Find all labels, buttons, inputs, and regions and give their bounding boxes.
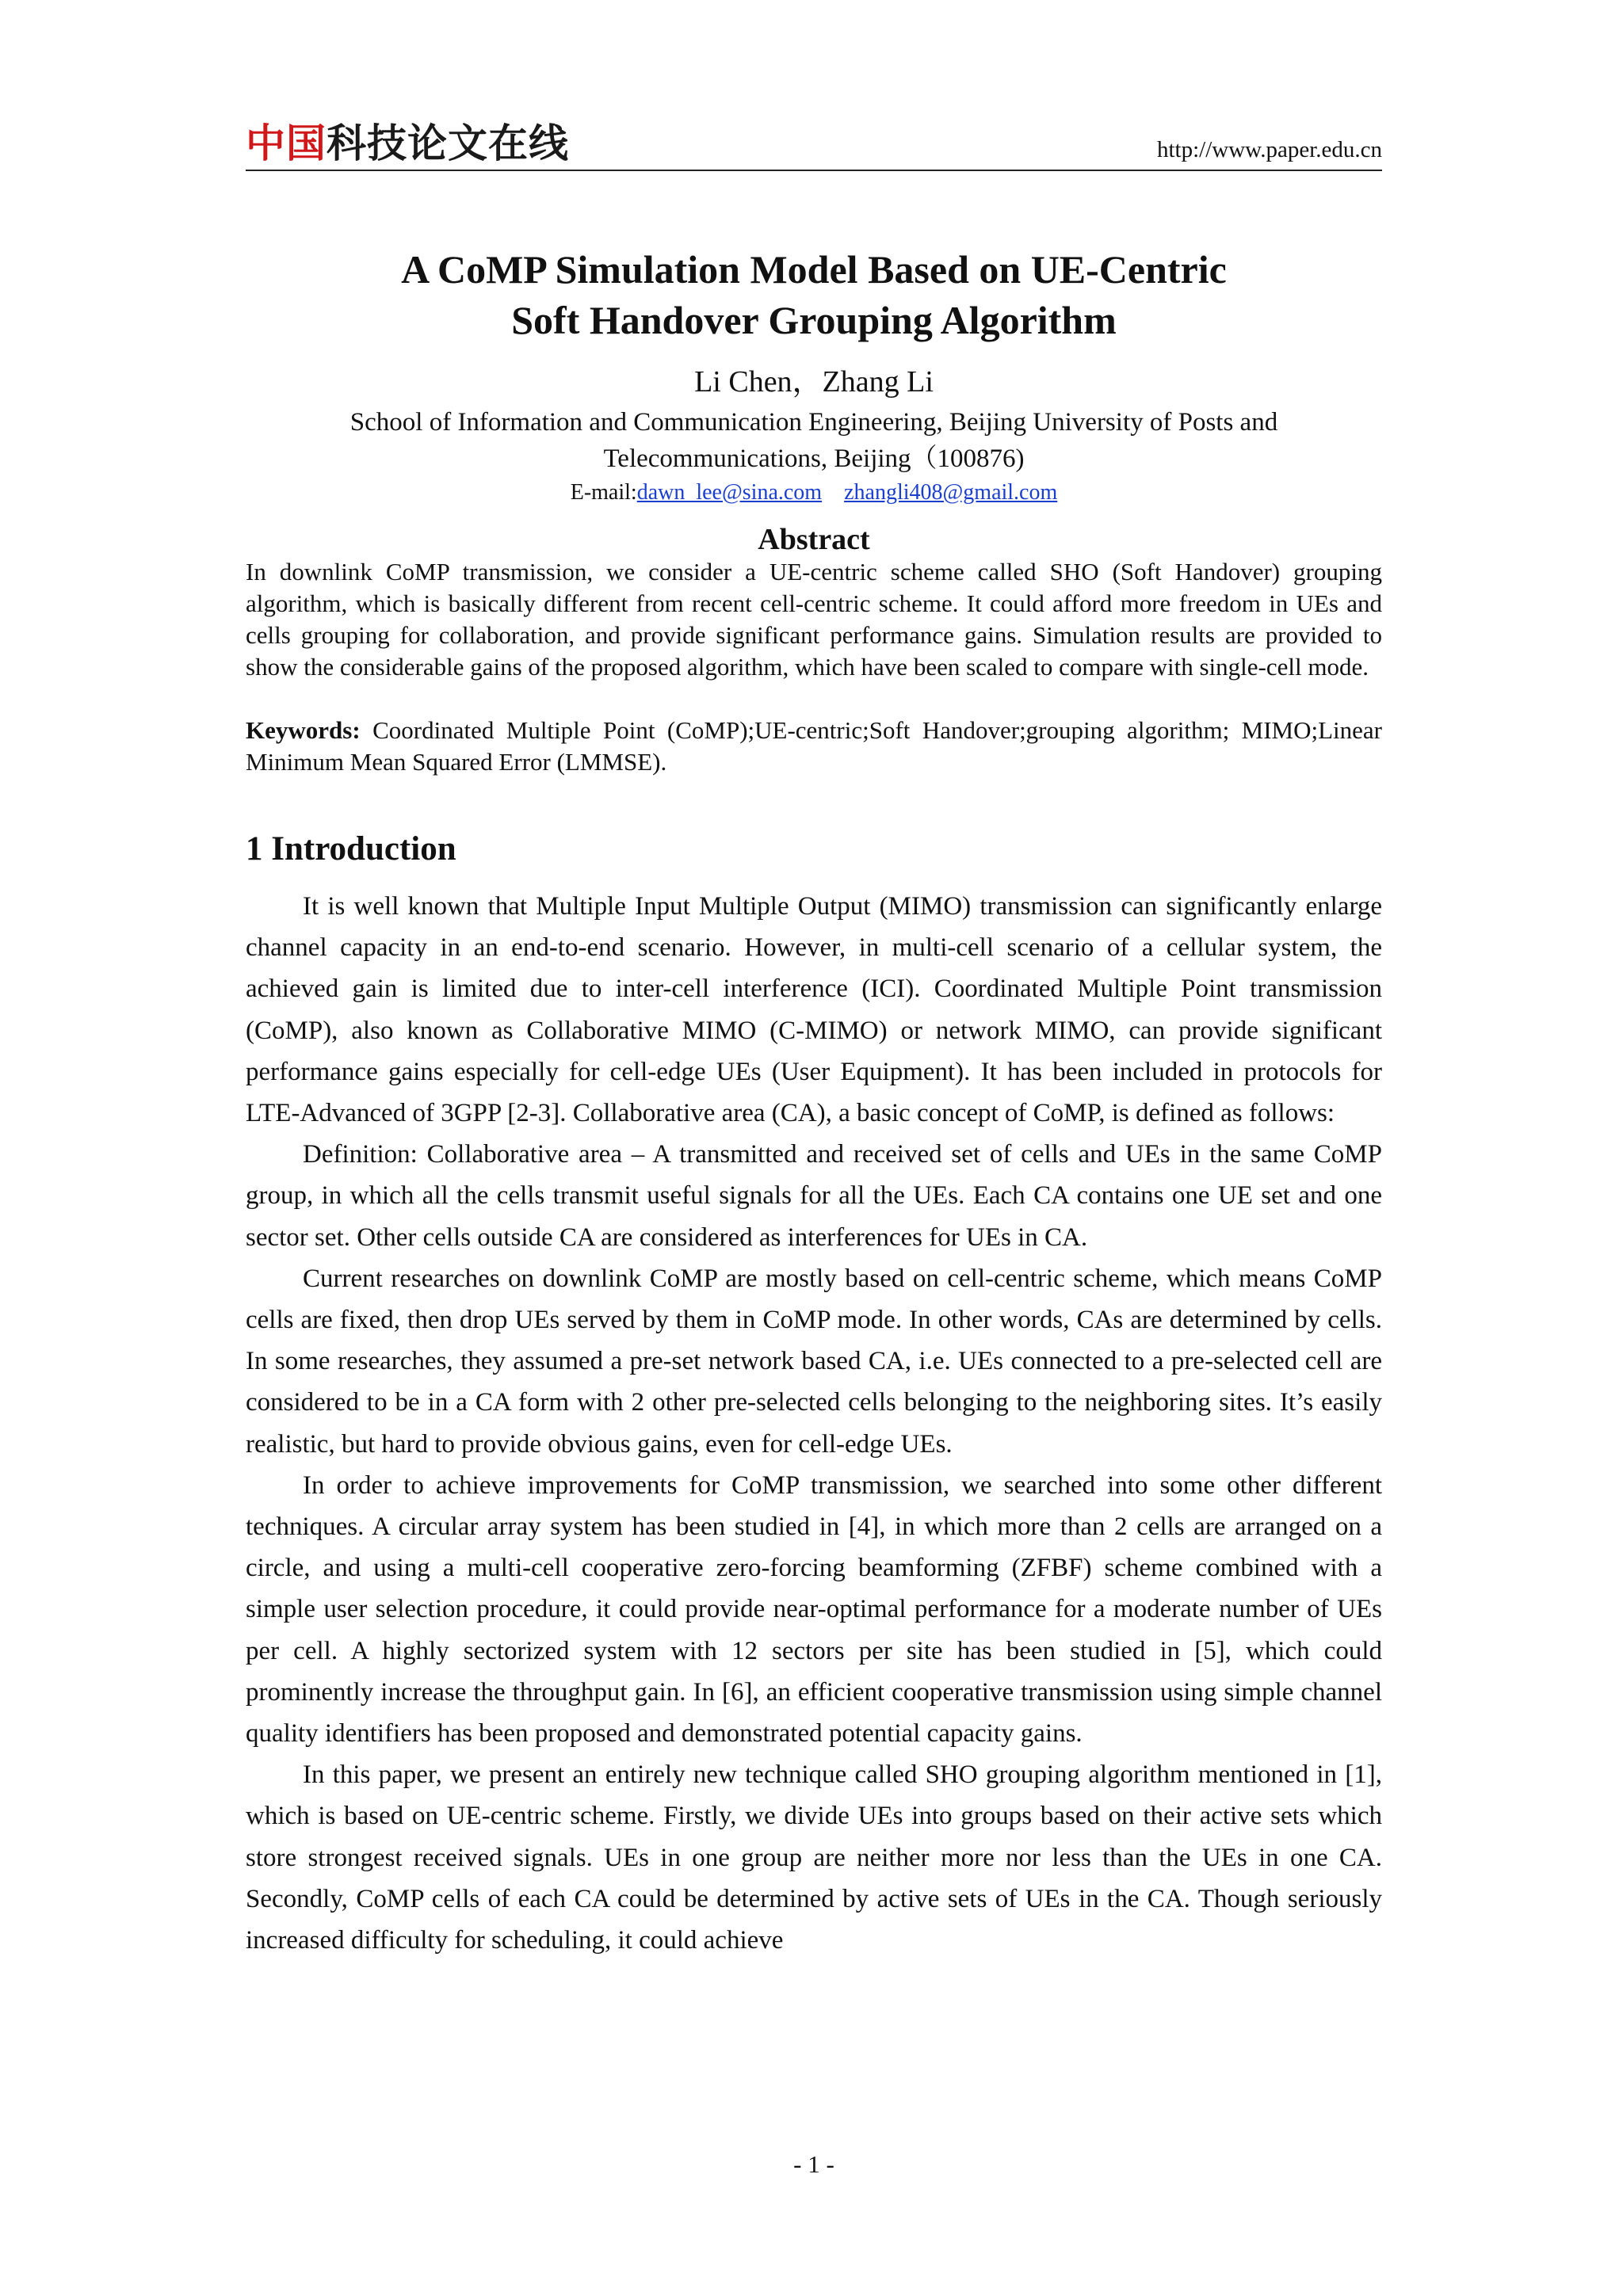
body-paragraph: Definition: Collaborative area – A transmitted and received set of cells and UEs in the same CoMP group, in which all the cells transmit useful signals for all the UEs. Each CA contains one UE set and one sector set. Other cells outside CA are considered as interferences for UEs in CA. — [246, 1140, 1382, 1252]
email-link-1[interactable]: dawn_lee@sina.com — [636, 480, 823, 505]
page-number: - 1 - — [793, 2150, 834, 2178]
author-list: Li Chen，Zhang Li — [694, 365, 934, 399]
body-paragraph: It is well known that Multiple Input Multiple Output (MIMO) transmission can significantly enlarge channel capacity in an end-to-end scenario. However, in multi-cell scenario of a cellular system, the achieved gain is limited due to inter-cell interference (ICI). Coordinated Multiple Point transmission (CoMP), also known as Collaborative MIMO (C-MIMO) or network MIMO, can provide significant performance gains especially for cell-edge UEs (User Equipment). It has been included in protocols for LTE-Advanced of 3GPP [2-3]. Collaborative area (CA), a basic concept of CoMP, is defined as follows: — [246, 892, 1382, 1128]
email-label: E-mail: — [570, 480, 637, 505]
title-line-1: A CoMP Simulation Model Based on UE-Centric — [401, 247, 1227, 292]
keywords-text: Coordinated Multiple Point (CoMP);UE-centric;Soft Handover;grouping algorithm; MIMO;Linear Minimum Mean Squared Error (LMMSE). — [246, 716, 1382, 776]
affiliation-line-2: Telecommunications, Beijing（100876) — [603, 444, 1025, 473]
affiliation-line-1: School of Information and Communication Engineering, Beijing University of Posts and — [349, 408, 1278, 437]
site-url: http://www.paper.edu.cn — [1156, 137, 1382, 162]
body-paragraph: In order to achieve improvements for CoMP transmission, we searched into some other different techniques. A circular array system has been studied in [4], in which more than 2 cells are arranged on a circle, and using a multi-cell cooperative zero-forcing beamforming (ZFBF) scheme combined with a simple user selection procedure, it could provide near-optimal performance for a moderate number of UEs per cell. A highly sectorized system with 12 sectors per site has been studied in [5], which could prominently increase the throughput gain. In [6], an efficient cooperative transmission using simple channel quality identifiers has been proposed and demonstrated potential capacity gains. — [246, 1470, 1382, 1749]
keywords — [246, 715, 1382, 778]
site-logo — [246, 120, 569, 166]
title-line-2: Soft Handover Grouping Algorithm — [511, 298, 1117, 342]
section-body — [246, 886, 1382, 1961]
abstract-heading: Abstract — [758, 523, 870, 556]
page-header — [246, 119, 1382, 171]
email-line — [246, 479, 1382, 507]
body-paragraph: Current researches on downlink CoMP are mostly based on cell-centric scheme, which means CoMP cells are fixed, then drop UEs served by them in CoMP mode. In other words, CAs are determined by cells. In some researches, they assumed a pre-set network based CA, i.e. UEs connected to a pre-selected cell are considered to be in a CA form with 2 other pre-selected cells belonging to the neighboring sites. It’s easily realistic, but hard to provide obvious gains, even for cell-edge UEs. — [246, 1264, 1382, 1459]
affiliation — [246, 404, 1382, 477]
logo-red-text: 中国 — [246, 120, 327, 166]
section-heading: 1 Introduction — [246, 830, 456, 868]
logo-dark-text: 科技论文在线 — [327, 120, 569, 166]
keywords-label: Keywords: — [246, 716, 361, 744]
email-link-2[interactable]: zhangli408@gmail.com — [844, 480, 1058, 505]
abstract-text: In downlink CoMP transmission, we consider a UE-centric scheme called SHO (Soft Handover) grouping algorithm, which is basically different from recent cell-centric scheme. It could afford more freedom in UEs and cells grouping for collaboration, and provide significant performance gains. Simulation results are provided to show the considerable gains of the proposed algorithm, which have been scaled to compare with single-cell mode. — [246, 558, 1382, 681]
paper-title — [246, 244, 1382, 345]
body-paragraph: In this paper, we present an entirely new technique called SHO grouping algorithm mentioned in [1], which is based on UE-centric scheme. Firstly, we divide UEs into groups based on their active sets which store strongest received signals. UEs in one group are neither more nor less than the UEs in one CA. Secondly, CoMP cells of each CA could be determined by active sets of UEs in the CA. Though seriously increased difficulty for scheduling, it could achieve — [246, 1760, 1382, 1955]
